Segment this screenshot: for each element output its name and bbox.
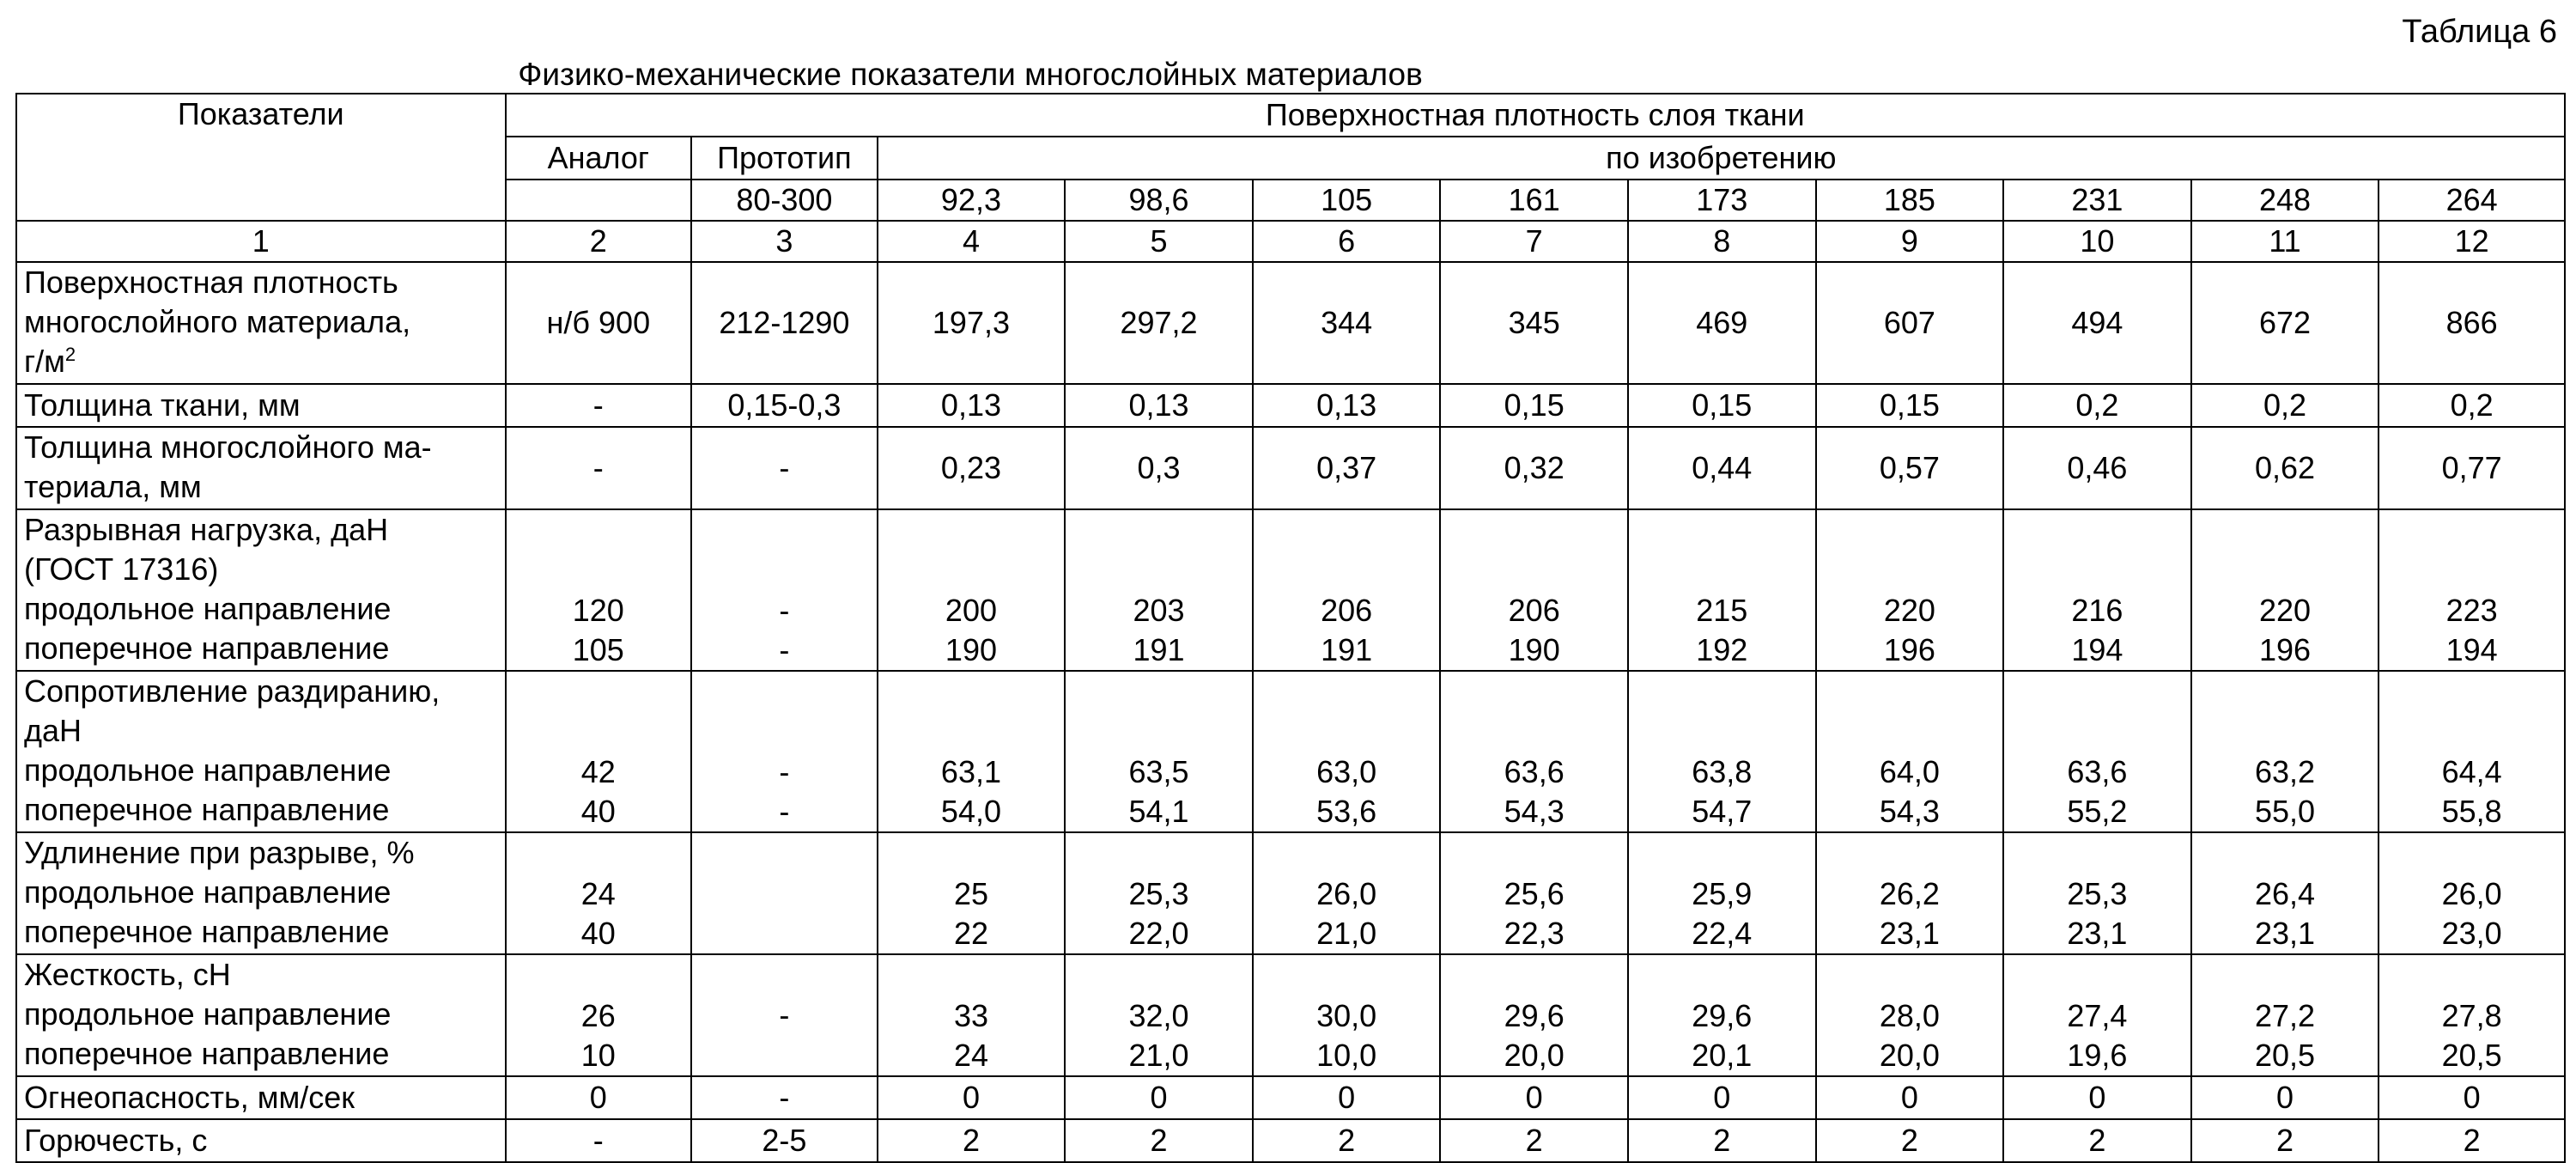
indicator-label-line xyxy=(24,342,498,381)
invention-density-cell: 264 xyxy=(2379,180,2565,221)
value-line: 63,6 xyxy=(1504,754,1564,789)
value-line: 26,0 xyxy=(1316,876,1377,911)
value-line: 215 xyxy=(1696,593,1748,628)
value-line: 19,6 xyxy=(2067,1038,2128,1073)
column-number: 1 xyxy=(16,221,506,262)
indicator-label-text: териала, мм xyxy=(24,469,202,504)
indicator-name-cell xyxy=(16,509,506,671)
value-cell xyxy=(1816,832,2004,954)
value-line: 22,3 xyxy=(1504,916,1564,951)
value-cell xyxy=(2003,832,2191,954)
indicator-label-line xyxy=(24,833,498,873)
analog-density-cell xyxy=(506,180,692,221)
value-cell: 197,3 xyxy=(878,262,1066,384)
indicator-label-line xyxy=(24,955,498,995)
value-cell xyxy=(506,509,692,671)
value-cell xyxy=(506,832,692,954)
column-number-row xyxy=(16,221,2565,262)
invention-density-cell: 105 xyxy=(1253,180,1441,221)
table-row xyxy=(16,384,2565,427)
value-line: 30,0 xyxy=(1316,998,1377,1033)
indicator-label-text: Огнеопасность, мм/сек xyxy=(24,1080,355,1115)
value-cell: 607 xyxy=(1816,262,2004,384)
value-cell: 672 xyxy=(2191,262,2379,384)
indicator-label-line xyxy=(24,386,498,425)
indicator-label-line xyxy=(24,751,498,790)
value-cell xyxy=(2379,509,2565,671)
value-line: 54,0 xyxy=(940,794,1001,829)
value-line: 120 xyxy=(572,593,624,628)
value-cell: - xyxy=(506,427,692,509)
value-cell xyxy=(2379,671,2565,832)
value-line: 54,1 xyxy=(1128,794,1189,829)
header-row-1 xyxy=(16,94,2565,137)
indicator-label-line xyxy=(24,912,498,952)
value-line: - xyxy=(779,794,790,829)
value-cell xyxy=(1628,671,1816,832)
indicator-label-line xyxy=(24,1078,498,1117)
value-line: 194 xyxy=(2445,632,2498,667)
value-line: 64,4 xyxy=(2441,754,2502,789)
value-line: - xyxy=(779,593,790,628)
indicator-label-text: поперечное направление xyxy=(24,914,390,949)
invention-density-cell: 161 xyxy=(1440,180,1628,221)
value-line: 196 xyxy=(1883,632,1935,667)
table-number-label: Таблица 6 xyxy=(2402,14,2557,50)
indicator-label-line xyxy=(24,790,498,830)
value-line: 63,1 xyxy=(940,754,1001,789)
value-line: 21,0 xyxy=(1128,1038,1189,1073)
value-cell: 0,77 xyxy=(2379,427,2565,509)
value-cell: н/б 900 xyxy=(506,262,692,384)
value-cell xyxy=(1253,832,1441,954)
value-cell xyxy=(2191,671,2379,832)
table-row xyxy=(16,262,2565,384)
value-cell xyxy=(1440,954,1628,1076)
table-caption: Физико-механические показатели многослойных материалов xyxy=(518,57,1423,92)
value-line: 53,6 xyxy=(1316,794,1377,829)
value-line: 55,0 xyxy=(2254,794,2316,829)
value-line: 203 xyxy=(1133,593,1185,628)
value-cell: - xyxy=(691,427,878,509)
value-line: 40 xyxy=(580,794,616,829)
value-cell xyxy=(691,954,878,1076)
value-line: 20,5 xyxy=(2254,1038,2316,1073)
value-line: 54,7 xyxy=(1692,794,1753,829)
value-cell xyxy=(1253,954,1441,1076)
prototype-header: Прототип xyxy=(691,137,878,180)
indicator-label-text: продольное направление xyxy=(24,752,392,788)
unit-superscript: 2 xyxy=(64,344,76,365)
value-cell: 0,2 xyxy=(2191,384,2379,427)
value-cell: 0 xyxy=(2379,1076,2565,1119)
table-row xyxy=(16,1076,2565,1119)
value-cell: 0 xyxy=(878,1076,1066,1119)
value-line: 25,9 xyxy=(1692,876,1753,911)
indicator-label-line xyxy=(24,510,498,550)
value-line: 21,0 xyxy=(1316,916,1377,951)
value-cell xyxy=(2191,509,2379,671)
indicator-label-text: Разрывная нагрузка, даН xyxy=(24,512,389,547)
indicator-label-line xyxy=(24,873,498,912)
value-line: 40 xyxy=(580,916,616,951)
indicator-label-text: продольное направление xyxy=(24,874,392,910)
value-line: 206 xyxy=(1321,593,1373,628)
value-line: 25,3 xyxy=(1128,876,1189,911)
value-cell xyxy=(1065,509,1253,671)
value-line: 23,1 xyxy=(2254,916,2316,951)
value-line: 23,0 xyxy=(2441,916,2502,951)
column-number: 5 xyxy=(1065,221,1253,262)
indicator-label-line xyxy=(24,629,498,668)
value-line: 33 xyxy=(953,998,988,1033)
value-line: - xyxy=(779,997,790,1032)
indicator-label-text: Толщина ткани, мм xyxy=(24,387,301,423)
value-line: 63,0 xyxy=(1316,754,1377,789)
table-row xyxy=(16,509,2565,671)
indicators-header: Показатели xyxy=(16,94,506,221)
indicator-name-cell xyxy=(16,1076,506,1119)
value-line: 200 xyxy=(945,593,997,628)
invention-density-cell: 185 xyxy=(1816,180,2004,221)
value-cell: 2 xyxy=(1440,1119,1628,1162)
value-cell xyxy=(506,671,692,832)
value-cell: 2 xyxy=(1628,1119,1816,1162)
value-cell: 0,13 xyxy=(1065,384,1253,427)
indicator-label-line xyxy=(24,467,498,507)
value-line: 10,0 xyxy=(1316,1038,1377,1073)
indicator-name-cell xyxy=(16,671,506,832)
table-row xyxy=(16,427,2565,509)
value-cell: 0 xyxy=(1628,1076,1816,1119)
value-cell: 0 xyxy=(1440,1076,1628,1119)
value-cell: 0,15 xyxy=(1816,384,2004,427)
value-line: 22,4 xyxy=(1692,916,1753,951)
indicator-label-line xyxy=(24,711,498,751)
table-row xyxy=(16,954,2565,1076)
column-number: 12 xyxy=(2379,221,2565,262)
value-line: 29,6 xyxy=(1692,998,1753,1033)
value-line: 220 xyxy=(2258,593,2312,628)
value-cell: 0,15 xyxy=(1440,384,1628,427)
table-row xyxy=(16,1119,2565,1162)
value-cell xyxy=(1628,832,1816,954)
value-line: - xyxy=(779,632,790,667)
value-line: 20,0 xyxy=(1504,1038,1564,1073)
indicator-label-text: Сопротивление раздиранию, xyxy=(24,673,440,709)
indicator-name-cell xyxy=(16,384,506,427)
value-cell xyxy=(1816,509,2004,671)
indicator-label-text: поперечное направление xyxy=(24,1036,390,1071)
value-cell: 0 xyxy=(1816,1076,2004,1119)
value-cell xyxy=(878,832,1066,954)
value-cell: 0,13 xyxy=(1253,384,1441,427)
value-cell: 2 xyxy=(1816,1119,2004,1162)
invention-density-cell: 231 xyxy=(2003,180,2191,221)
prototype-range-cell: 80-300 xyxy=(691,180,878,221)
value-line: 25 xyxy=(953,876,988,911)
value-cell: 297,2 xyxy=(1065,262,1253,384)
value-cell xyxy=(691,509,878,671)
indicator-label-text: поперечное направление xyxy=(24,630,390,666)
value-line: 55,8 xyxy=(2441,794,2502,829)
indicator-label-line xyxy=(24,428,498,467)
value-cell: 0,46 xyxy=(2003,427,2191,509)
value-cell: 0 xyxy=(506,1076,692,1119)
value-line: 196 xyxy=(2258,632,2312,667)
invention-density-cell: 248 xyxy=(2191,180,2379,221)
value-cell xyxy=(1440,509,1628,671)
indicator-label-line xyxy=(24,302,498,342)
value-line: 27,8 xyxy=(2441,998,2502,1033)
indicator-label-text: г/м xyxy=(24,344,65,379)
value-line: 20,1 xyxy=(1692,1038,1753,1073)
indicator-name-cell xyxy=(16,262,506,384)
analog-header: Аналог xyxy=(506,137,692,180)
column-number: 8 xyxy=(1628,221,1816,262)
value-cell xyxy=(2191,954,2379,1076)
indicator-label-line xyxy=(24,263,498,302)
value-line: 190 xyxy=(945,632,997,667)
value-cell: - xyxy=(506,384,692,427)
value-cell xyxy=(1816,954,2004,1076)
value-cell: 0,23 xyxy=(878,427,1066,509)
indicator-label-text: продольное направление xyxy=(24,591,392,626)
value-line: 190 xyxy=(1508,632,1560,667)
value-line: 25,3 xyxy=(2067,876,2128,911)
column-number: 2 xyxy=(506,221,692,262)
invention-header: по изобретению xyxy=(878,137,2565,180)
value-line: 26 xyxy=(580,998,616,1033)
value-line: 10 xyxy=(580,1038,616,1073)
value-line: 24 xyxy=(953,1038,988,1073)
value-line: 105 xyxy=(572,632,624,667)
value-line: 54,3 xyxy=(1879,794,1940,829)
indicator-label-line xyxy=(24,1121,498,1160)
indicator-label-text: Поверхностная плотность xyxy=(24,265,398,300)
value-cell: 0 xyxy=(2191,1076,2379,1119)
value-cell: 0,37 xyxy=(1253,427,1441,509)
table-row xyxy=(16,832,2565,954)
value-cell: 866 xyxy=(2379,262,2565,384)
value-cell xyxy=(878,671,1066,832)
indicator-label-text: Жесткость, сН xyxy=(24,957,231,992)
value-cell: 0,3 xyxy=(1065,427,1253,509)
value-cell xyxy=(2003,509,2191,671)
value-line: 26,2 xyxy=(1879,876,1940,911)
column-number: 4 xyxy=(878,221,1066,262)
value-cell xyxy=(1253,671,1441,832)
value-line: 27,2 xyxy=(2254,998,2316,1033)
value-line: 20,0 xyxy=(1879,1038,1940,1073)
value-cell xyxy=(506,954,692,1076)
value-cell xyxy=(2191,832,2379,954)
value-line: 216 xyxy=(2071,593,2123,628)
value-cell xyxy=(2379,832,2565,954)
indicator-name-cell xyxy=(16,954,506,1076)
indicator-label-text: Горючесть, с xyxy=(24,1123,208,1158)
indicator-name-cell xyxy=(16,427,506,509)
value-cell xyxy=(2003,954,2191,1076)
value-cell xyxy=(1065,671,1253,832)
value-cell: 0,15 xyxy=(1628,384,1816,427)
value-cell xyxy=(1065,954,1253,1076)
value-cell: - xyxy=(506,1119,692,1162)
value-cell xyxy=(1628,954,1816,1076)
value-cell: 494 xyxy=(2003,262,2191,384)
value-line: 23,1 xyxy=(1879,916,1940,951)
column-number: 3 xyxy=(691,221,878,262)
invention-density-cell: 92,3 xyxy=(878,180,1066,221)
indicator-label-line xyxy=(24,1034,498,1074)
value-line: 55,2 xyxy=(2067,794,2128,829)
value-cell xyxy=(878,954,1066,1076)
value-cell: - xyxy=(691,1076,878,1119)
invention-density-cell: 173 xyxy=(1628,180,1816,221)
value-line: 32,0 xyxy=(1128,998,1189,1033)
value-line: 26,0 xyxy=(2441,876,2502,911)
value-cell: 0,15-0,3 xyxy=(691,384,878,427)
invention-density-cell: 98,6 xyxy=(1065,180,1253,221)
value-cell: 0 xyxy=(2003,1076,2191,1119)
value-cell xyxy=(878,509,1066,671)
value-line: 192 xyxy=(1696,632,1748,667)
column-number: 11 xyxy=(2191,221,2379,262)
value-cell: 0,57 xyxy=(1816,427,2004,509)
value-cell xyxy=(1628,509,1816,671)
value-line: - xyxy=(779,754,790,789)
indicator-label-line xyxy=(24,589,498,629)
value-line: 194 xyxy=(2071,632,2123,667)
indicator-label-line xyxy=(24,550,498,589)
indicator-label-text: Удлинение при разрыве, % xyxy=(24,835,415,870)
value-cell: 2 xyxy=(2379,1119,2565,1162)
surface-density-header: Поверхностная плотность слоя ткани xyxy=(506,94,2565,137)
value-line: 42 xyxy=(580,754,616,789)
column-number: 9 xyxy=(1816,221,2004,262)
indicator-label-line xyxy=(24,672,498,711)
column-number: 6 xyxy=(1253,221,1441,262)
value-cell xyxy=(691,832,878,954)
value-cell xyxy=(691,671,878,832)
indicator-label-text: даН xyxy=(24,713,82,748)
indicator-label-text: (ГОСТ 17316) xyxy=(24,551,219,587)
value-line: 24 xyxy=(580,876,616,911)
value-line: 29,6 xyxy=(1504,998,1564,1033)
value-cell: 344 xyxy=(1253,262,1441,384)
value-cell xyxy=(1440,832,1628,954)
indicator-label-line xyxy=(24,995,498,1034)
value-line: 23,1 xyxy=(2067,916,2128,951)
value-cell xyxy=(2379,954,2565,1076)
value-cell: 0,2 xyxy=(2003,384,2191,427)
value-line: 22 xyxy=(953,916,988,951)
value-line: 63,2 xyxy=(2254,754,2316,789)
indicator-name-cell xyxy=(16,1119,506,1162)
properties-table xyxy=(15,93,2566,1163)
value-cell: 0 xyxy=(1065,1076,1253,1119)
value-line: 63,6 xyxy=(2067,754,2128,789)
indicator-label-text: продольное направление xyxy=(24,996,392,1032)
indicator-label-text: Толщина многослойного ма- xyxy=(24,429,432,465)
value-cell: 0 xyxy=(1253,1076,1441,1119)
value-line: 206 xyxy=(1508,593,1560,628)
value-cell xyxy=(1253,509,1441,671)
value-line: 27,4 xyxy=(2067,998,2128,1033)
value-line: 25,6 xyxy=(1504,876,1564,911)
value-line: 28,0 xyxy=(1879,998,1940,1033)
value-cell: 0,13 xyxy=(878,384,1066,427)
column-number: 7 xyxy=(1440,221,1628,262)
value-cell xyxy=(1816,671,2004,832)
value-cell: 469 xyxy=(1628,262,1816,384)
value-cell xyxy=(1065,832,1253,954)
value-line: 191 xyxy=(1133,632,1185,667)
value-cell: 2 xyxy=(2003,1119,2191,1162)
value-cell: 2 xyxy=(1253,1119,1441,1162)
value-cell: 0,44 xyxy=(1628,427,1816,509)
value-cell: 2-5 xyxy=(691,1119,878,1162)
value-line: 220 xyxy=(1883,593,1935,628)
value-line: 191 xyxy=(1321,632,1373,667)
value-cell: 2 xyxy=(1065,1119,1253,1162)
value-cell: 212-1290 xyxy=(691,262,878,384)
table-row xyxy=(16,671,2565,832)
value-cell xyxy=(2003,671,2191,832)
value-line: 20,5 xyxy=(2441,1038,2502,1073)
indicator-label-text: поперечное направление xyxy=(24,792,390,827)
value-line: 63,8 xyxy=(1692,754,1753,789)
indicator-label-text: многослойного материала, xyxy=(24,304,411,339)
value-cell: 2 xyxy=(2191,1119,2379,1162)
value-cell: 2 xyxy=(878,1119,1066,1162)
value-cell: 345 xyxy=(1440,262,1628,384)
indicator-name-cell xyxy=(16,832,506,954)
value-cell xyxy=(1440,671,1628,832)
value-line: 26,4 xyxy=(2254,876,2316,911)
value-line: 223 xyxy=(2445,593,2498,628)
value-line: 64,0 xyxy=(1879,754,1940,789)
value-cell: 0,2 xyxy=(2379,384,2565,427)
column-number: 10 xyxy=(2003,221,2191,262)
value-cell: 0,32 xyxy=(1440,427,1628,509)
value-cell: 0,62 xyxy=(2191,427,2379,509)
value-line: 63,5 xyxy=(1128,754,1189,789)
value-line: 54,3 xyxy=(1504,794,1564,829)
value-line: 22,0 xyxy=(1128,916,1189,951)
